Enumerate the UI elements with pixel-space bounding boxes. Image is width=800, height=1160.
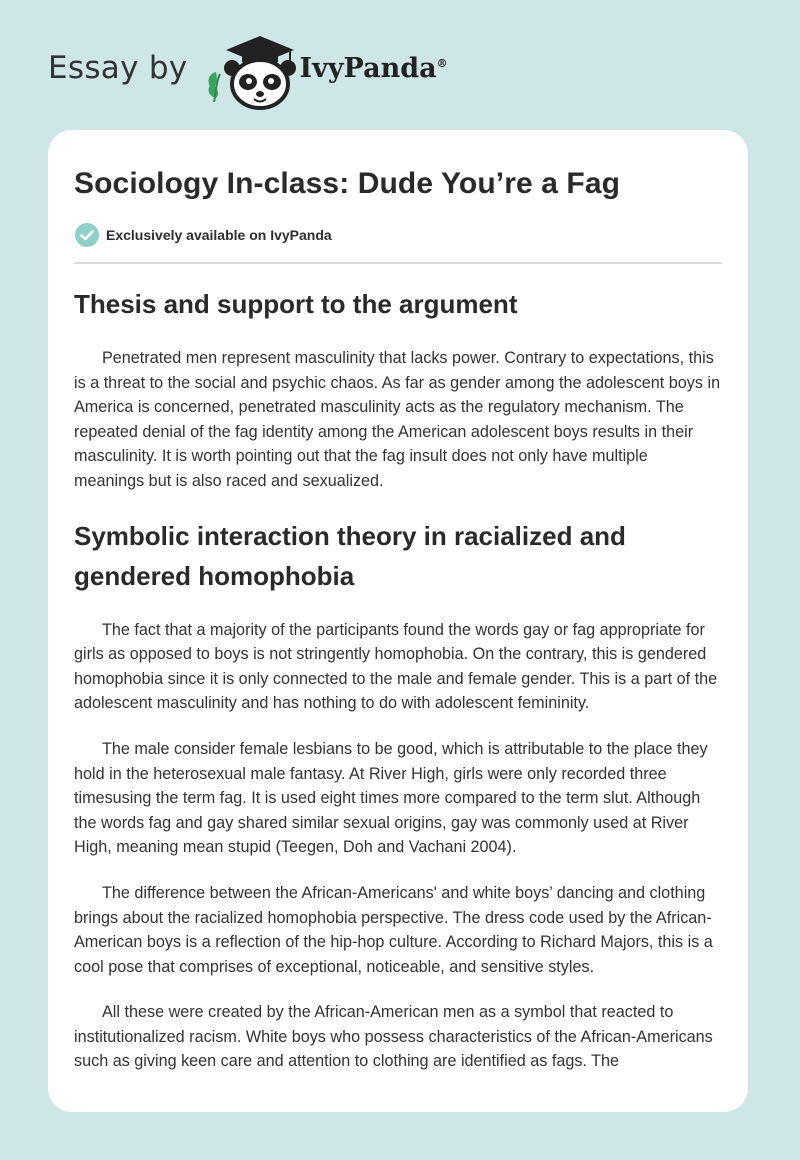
article-card <box>48 130 748 1112</box>
paragraph: The difference between the African-Americans' and white boys’ dancing and clothing brings about the racialized homophobia perspective. The dress code used by the African-American boys is a reflection of the hip-hop culture. According to Richard Majors, this is a cool pose that comprises of exceptional, noticeable, and sensitive styles. <box>74 883 713 976</box>
divider <box>74 262 722 264</box>
paragraph: The male consider female lesbians to be good, which is attributable to the place they hold in the heterosexual male fantasy. At River High, girls were only recorded three timesusing the term fag. It is used eight times more compared to the term slut. Although the words fag and gay shared similar sexual origins, gay was commonly used at River High, meaning mean stupid (Teegen, Doh and Vachani 2004). <box>74 739 708 857</box>
paragraph: All these were created by the African-American men as a symbol that reacted to institutionalized racism. White boys who possess characteristics of the African-Americans such as giving keen care and attention to clothing are identified as fags. The <box>74 1003 713 1071</box>
brand-name: IvyPanda® <box>299 52 448 84</box>
section-heading: Thesis and support to the argument <box>74 289 518 319</box>
brand-header[interactable] <box>48 32 448 112</box>
paragraph: Penetrated men represent masculinity that lacks power. Contrary to expectations, this is a threat to the social and psychic chaos. As far as gender among the adolescent boys in America is concerned, penetrated masculinity acts as the regulatory mechanism. The repeated denial of the fag identity among the American adolescent boys results in their masculinity. It is worth pointing out that the fag insult does not only have multiple meanings but is also raced and sexualized. <box>74 349 721 490</box>
page-title: Sociology In-class: Dude You’re a Fag <box>74 167 621 200</box>
brand-prefix: Essay by <box>48 50 188 86</box>
badge-text: Exclusively available on IvyPanda <box>106 227 332 243</box>
section-heading: Symbolic interaction theory in racialized and gendered homophobia <box>74 520 626 591</box>
paragraph: The fact that a majority of the participants found the words gay or fag appropriate for girls as opposed to boys is not stringently homophobia. On the contrary, this is gendered homophobia since it is only connected to the male and female gender. This is a part of the adolescent masculinity and has nothing to do with adolescent femininity. <box>74 620 718 713</box>
check-circle-icon <box>74 222 100 248</box>
panda-graduate-icon <box>202 32 298 112</box>
exclusive-badge <box>74 222 722 248</box>
